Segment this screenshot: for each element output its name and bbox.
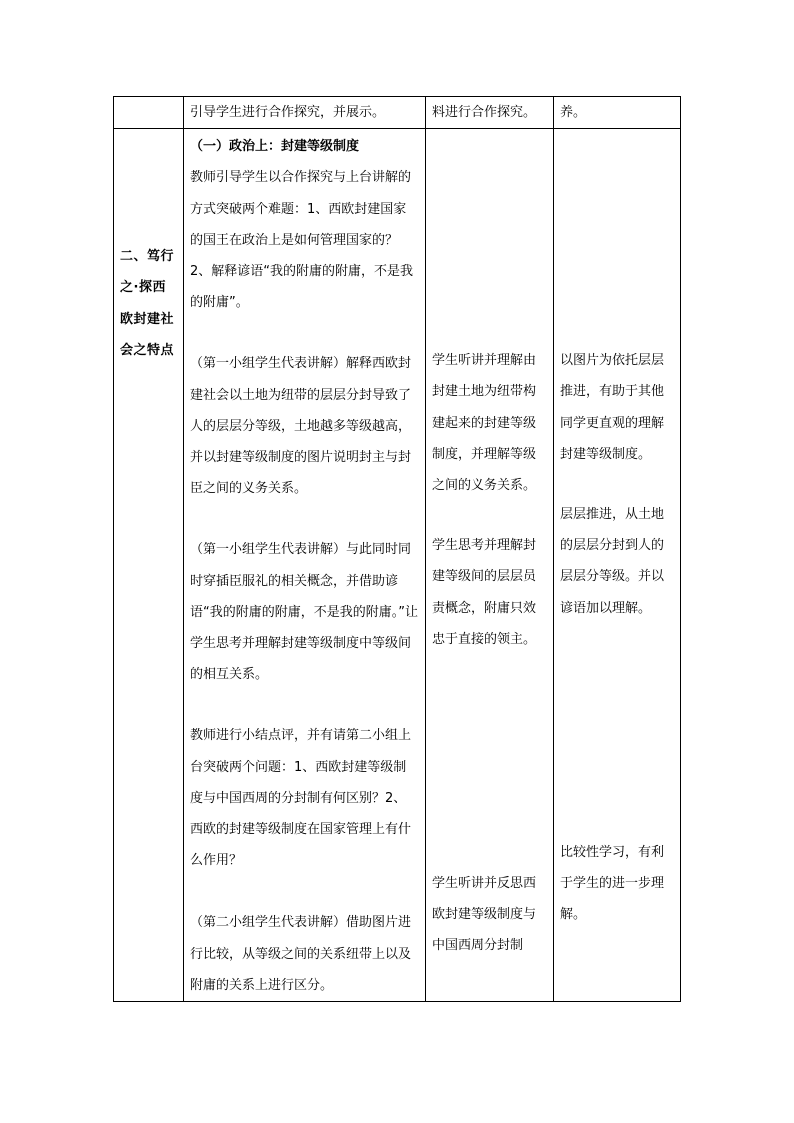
teacher-paragraph-1: （第一小组学生代表讲解）解释西欧封建社会以土地为纽带的层层分封导致了人的层层分等级，土地越多等级越高，并以封建等级制度的图片说明封主与封臣之间的义务关系。 bbox=[190, 356, 412, 497]
student-text-1: 学生听讲并理解由封建土地为纽带构建起来的封建等级制度，并理解等级之间的义务关系。 bbox=[432, 353, 537, 494]
student-text-2: 学生思考并理解封建等级间的层层员责概念，附庸只效忠于直接的领主。 bbox=[432, 538, 537, 647]
intent-text-1: 以图片为依托层层推进，有助于其他同学更直观的理解封建等级制度。 bbox=[560, 353, 665, 462]
table-row bbox=[114, 97, 681, 129]
intent-text-2: 层层推进，从土地的层层分封到人的层层分等级。并以谚语加以理解。 bbox=[560, 507, 665, 616]
student-activity-cell: 料进行合作探究。 bbox=[426, 97, 554, 129]
design-intent-cell: 养。 bbox=[554, 97, 681, 129]
teacher-paragraph-2: （第一小组学生代表讲解）与此同时同时穿插臣服礼的相关概念，并借助谚语“我的附庸的附庸，不是我的附庸。”让学生思考并理解封建等级制度中等级间的相互关系。 bbox=[190, 542, 418, 683]
teacher-intro-text: 教师引导学生以合作探究与上台讲解的方式突破两个难题：1、西欧封建国家的国王在政治上是如何管理国家的？2、解释谚语“我的附庸的附庸，不是我的附庸”。 bbox=[190, 170, 414, 311]
teacher-activity-cell: 引导学生进行合作探究，并展示。 bbox=[184, 97, 426, 129]
stage-cell-empty bbox=[114, 97, 184, 129]
stage-label: 二、笃行之·探西欧封建社会之特点 bbox=[120, 249, 175, 358]
lesson-plan-table bbox=[113, 96, 681, 1002]
teacher-activity-cell bbox=[184, 129, 426, 1002]
student-activity-cell bbox=[426, 129, 554, 1002]
design-intent-cell bbox=[554, 129, 681, 1002]
student-text-3: 学生听讲并反思西欧封建等级制度与中国西周分封制 bbox=[432, 876, 537, 954]
section-heading: （一）政治上：封建等级制度 bbox=[190, 139, 360, 155]
intent-text-3: 比较性学习，有利于学生的进一步理解。 bbox=[560, 844, 665, 923]
teacher-paragraph-4: （第二小组学生代表讲解）借助图片进行比较，从等级之间的关系纽带上以及附庸的关系上进行区分。 bbox=[190, 915, 412, 993]
table-row bbox=[114, 129, 681, 1002]
teacher-paragraph-3: 教师进行小结点评，并有请第二小组上台突破两个问题：1、西欧封建等级制度与中国西周的分封制有何区别？2、西欧的封建等级制度在国家管理上有什么作用？ bbox=[190, 728, 412, 869]
stage-cell bbox=[114, 129, 184, 1002]
